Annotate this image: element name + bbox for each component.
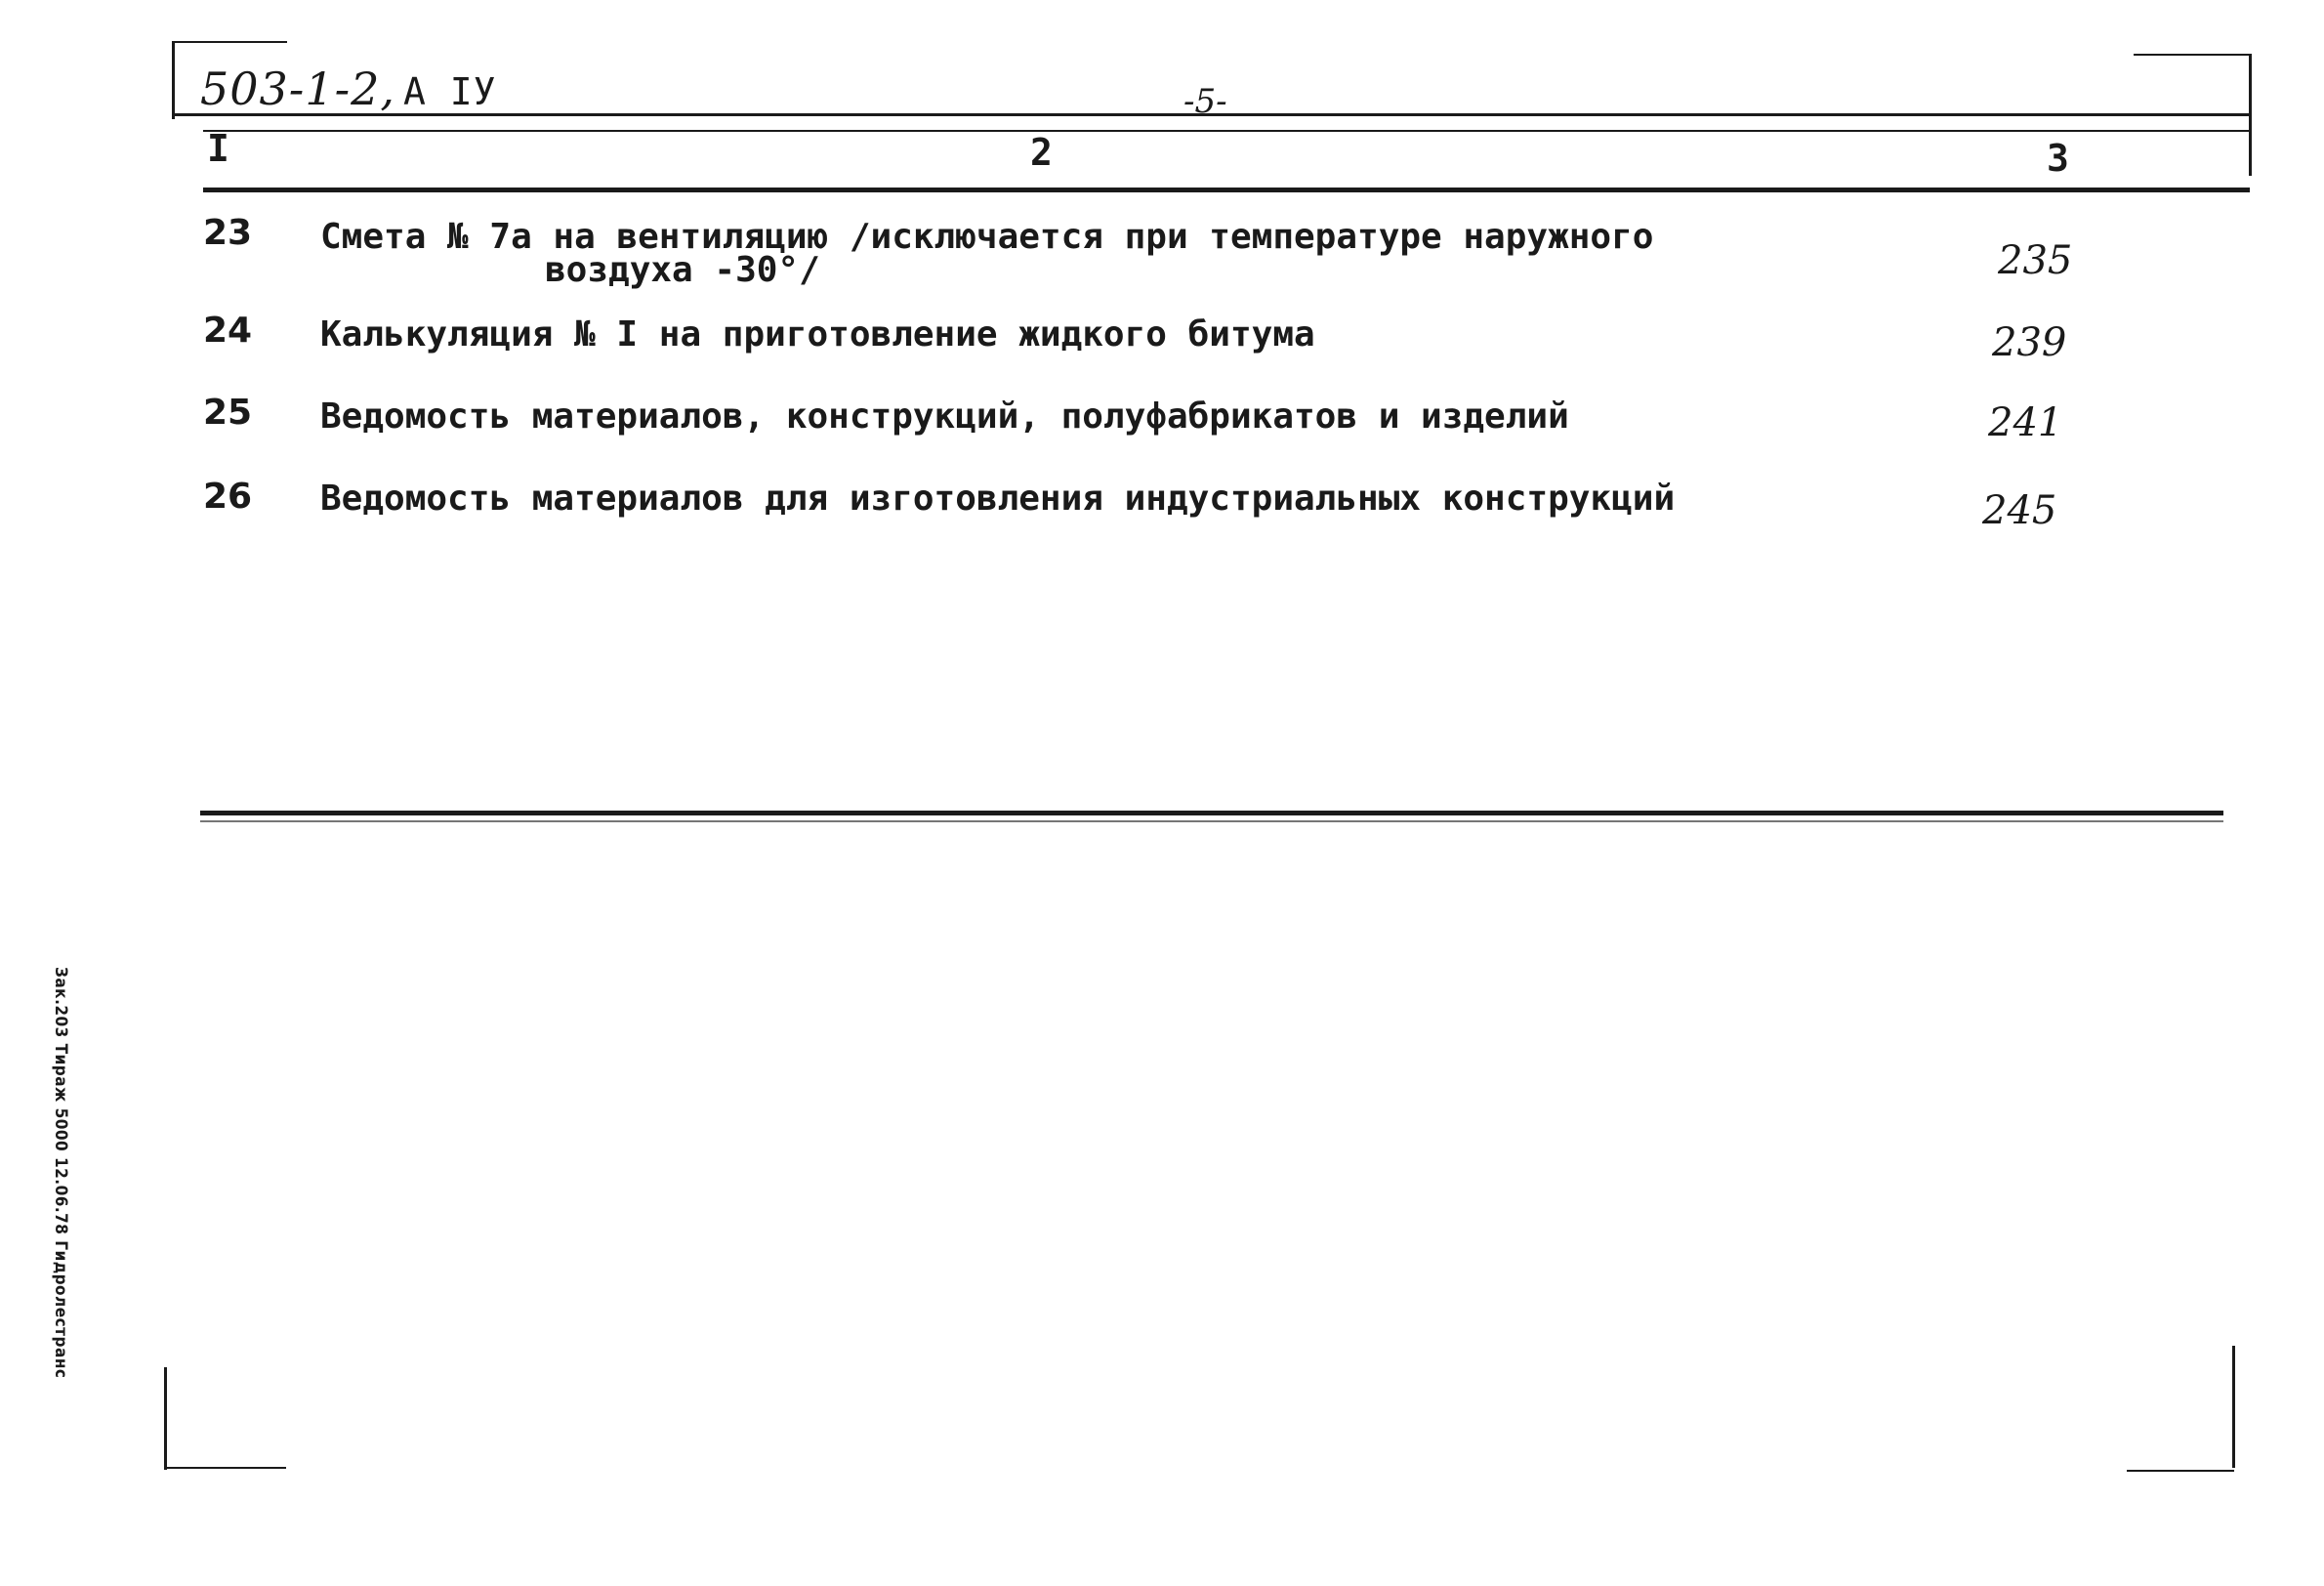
row-description-continuation: воздуха -30°/ <box>545 250 820 290</box>
column-header-1: I <box>207 127 229 170</box>
document-code <box>200 63 497 115</box>
column-header-2: 2 <box>1030 131 1053 174</box>
row-page-number: 235 <box>1998 238 2073 283</box>
table-end-rule <box>200 811 2223 815</box>
row-number: 24 <box>203 311 253 351</box>
document-code-number: 503-1-2, <box>200 63 396 115</box>
bottom-right-corner-v <box>2232 1346 2235 1468</box>
print-stamp: Зак.203 Тираж 5000 12.06.78 Гидролестранс <box>51 967 70 1379</box>
left-border <box>172 41 175 119</box>
top-border-left <box>172 41 287 43</box>
table-head-rule <box>203 188 2250 192</box>
page-number: -5- <box>1183 82 1227 121</box>
row-number: 23 <box>203 213 253 253</box>
document-code-suffix: А IУ <box>403 70 497 113</box>
bottom-left-corner-v <box>164 1367 167 1470</box>
row-description: Ведомость материалов для изготовления индустриальных конструкций <box>320 479 1676 519</box>
row-description-line: Смета № 7а на вентиляцию /исключается при температуре наружного <box>320 217 1654 257</box>
bottom-right-corner-h <box>2127 1470 2234 1472</box>
bottom-left-corner-h <box>164 1467 286 1469</box>
row-number: 25 <box>203 393 253 433</box>
row-description: Калькуляция № I на приготовление жидкого битума <box>320 314 1315 355</box>
row-number: 26 <box>203 477 253 517</box>
top-border-right <box>2134 54 2251 56</box>
row-page-number: 239 <box>1992 320 2067 365</box>
row-description <box>320 217 1654 290</box>
table-end-rule-sub <box>200 820 2223 822</box>
column-header-rule <box>203 130 2250 132</box>
row-page-number: 245 <box>1982 488 2057 533</box>
column-header-3: 3 <box>2047 137 2069 180</box>
row-description: Ведомость материалов, конструкций, полуфабрикатов и изделий <box>320 396 1569 437</box>
row-page-number: 241 <box>1988 400 2063 445</box>
